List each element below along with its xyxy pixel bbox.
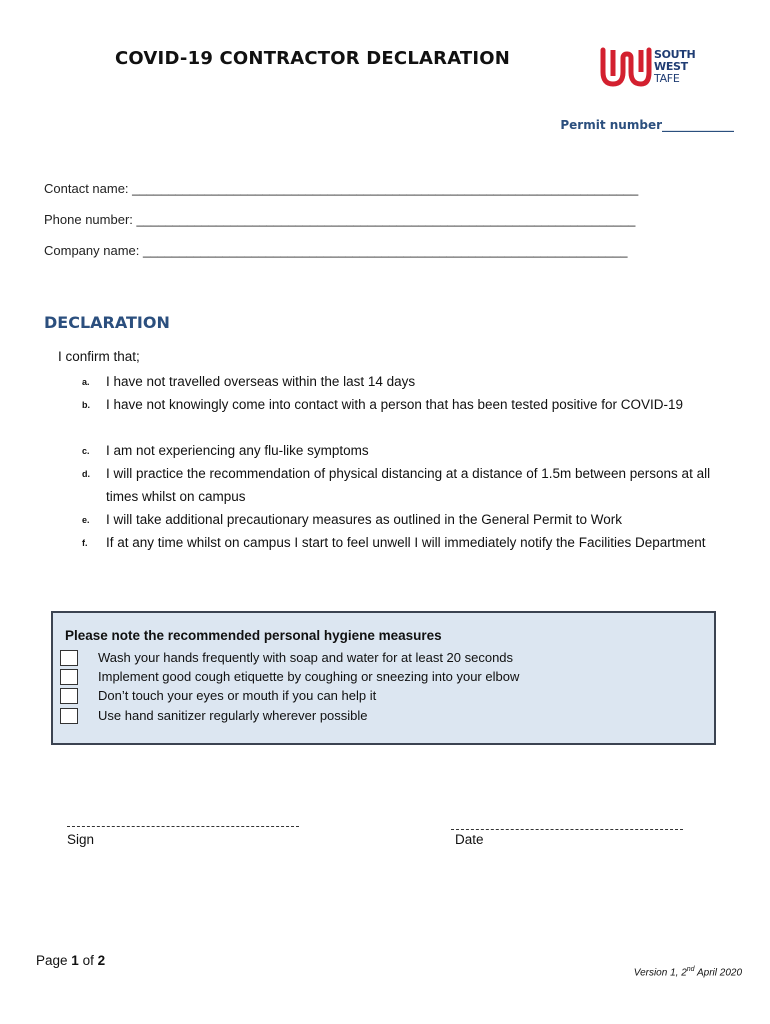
declaration-intro: I confirm that; <box>58 349 140 364</box>
declaration-item <box>82 508 722 531</box>
declaration-item-text: I will take additional precautionary measures as outlined in the General Permit to Work <box>106 512 623 527</box>
south-west-tafe-logo <box>598 46 718 90</box>
declaration-heading: DECLARATION <box>44 313 170 332</box>
company-name-label: Company name: <box>44 243 140 258</box>
page-prefix: Page <box>36 953 68 968</box>
hygiene-checkbox[interactable] <box>60 650 78 666</box>
declaration-item-text: I have not knowingly come into contact with a person that has been tested positive for COVID-19 <box>106 397 684 412</box>
hygiene-item[interactable] <box>60 650 660 668</box>
page-current: 1 <box>71 953 79 968</box>
logo-text-west: WEST <box>654 60 688 73</box>
declaration-item <box>82 531 722 554</box>
declaration-item-letter: e. <box>82 515 90 525</box>
sign-line[interactable] <box>67 826 299 827</box>
logo-text-tafe: TAFE <box>654 72 680 85</box>
page-total: 2 <box>97 953 106 968</box>
version-suffix: April 2020 <box>694 967 742 979</box>
hygiene-measures-box <box>51 611 716 745</box>
declaration-item <box>82 462 714 508</box>
hygiene-item[interactable] <box>60 669 660 687</box>
hygiene-checkbox[interactable] <box>60 669 78 685</box>
sign-label: Sign <box>67 832 95 847</box>
tafe-logo-mark-icon <box>598 46 652 90</box>
phone-number-label: Phone number: <box>44 212 133 227</box>
logo-text-south: SOUTH <box>654 48 696 61</box>
declaration-item <box>82 439 722 462</box>
company-name-field[interactable] <box>44 243 627 258</box>
declaration-item-text: I will practice the recommendation of physical distancing at a distance of 1.5m between persons at all times whilst on campus <box>106 466 711 504</box>
declaration-item-letter: c. <box>82 446 90 456</box>
document-title: COVID-19 CONTRACTOR DECLARATION <box>115 48 511 69</box>
hygiene-checkbox[interactable] <box>60 708 78 724</box>
company-name-blank[interactable]: ___________________________________________________________________ <box>143 243 628 258</box>
contact-name-field[interactable] <box>44 181 638 196</box>
permit-number-label: Permit number <box>560 118 662 132</box>
declaration-item <box>82 393 702 416</box>
hygiene-item-text: Wash your hands frequently with soap and water for at least 20 seconds <box>98 650 514 665</box>
hygiene-item[interactable] <box>60 688 660 706</box>
page-of: of <box>82 953 94 968</box>
hygiene-item-text: Use hand sanitizer regularly wherever possible <box>98 708 368 723</box>
contact-name-blank[interactable]: ______________________________________________________________________ <box>132 181 639 196</box>
date-line[interactable] <box>451 829 683 830</box>
declaration-item-text: If at any time whilst on campus I start to feel unwell I will immediately notify the Facilities Department <box>106 535 706 550</box>
hygiene-item[interactable] <box>60 708 660 726</box>
contact-name-label: Contact name: <box>44 181 129 196</box>
permit-number-blank[interactable]: ____________ <box>662 118 734 132</box>
date-label: Date <box>455 832 484 847</box>
version-note <box>634 966 742 978</box>
declaration-item-letter: b. <box>82 400 90 410</box>
permit-number-field[interactable] <box>560 118 734 132</box>
page-number <box>36 953 105 968</box>
declaration-item-letter: f. <box>82 538 88 548</box>
hygiene-item-text: Implement good cough etiquette by coughing or sneezing into your elbow <box>98 669 520 684</box>
declaration-item-letter: d. <box>82 469 90 479</box>
phone-number-blank[interactable]: _____________________________________________________________________ <box>136 212 636 227</box>
hygiene-title: Please note the recommended personal hygiene measures <box>65 628 442 643</box>
declaration-item <box>82 370 722 393</box>
declaration-item-text: I am not experiencing any flu-like symptoms <box>106 443 369 458</box>
version-prefix: Version 1, 2 <box>633 967 687 979</box>
version-sup: nd <box>686 966 695 973</box>
hygiene-item-text: Don’t touch your eyes or mouth if you can help it <box>98 688 377 703</box>
declaration-item-letter: a. <box>82 377 90 387</box>
phone-number-field[interactable] <box>44 212 635 227</box>
declaration-item-text: I have not travelled overseas within the last 14 days <box>106 374 416 389</box>
hygiene-checkbox[interactable] <box>60 688 78 704</box>
